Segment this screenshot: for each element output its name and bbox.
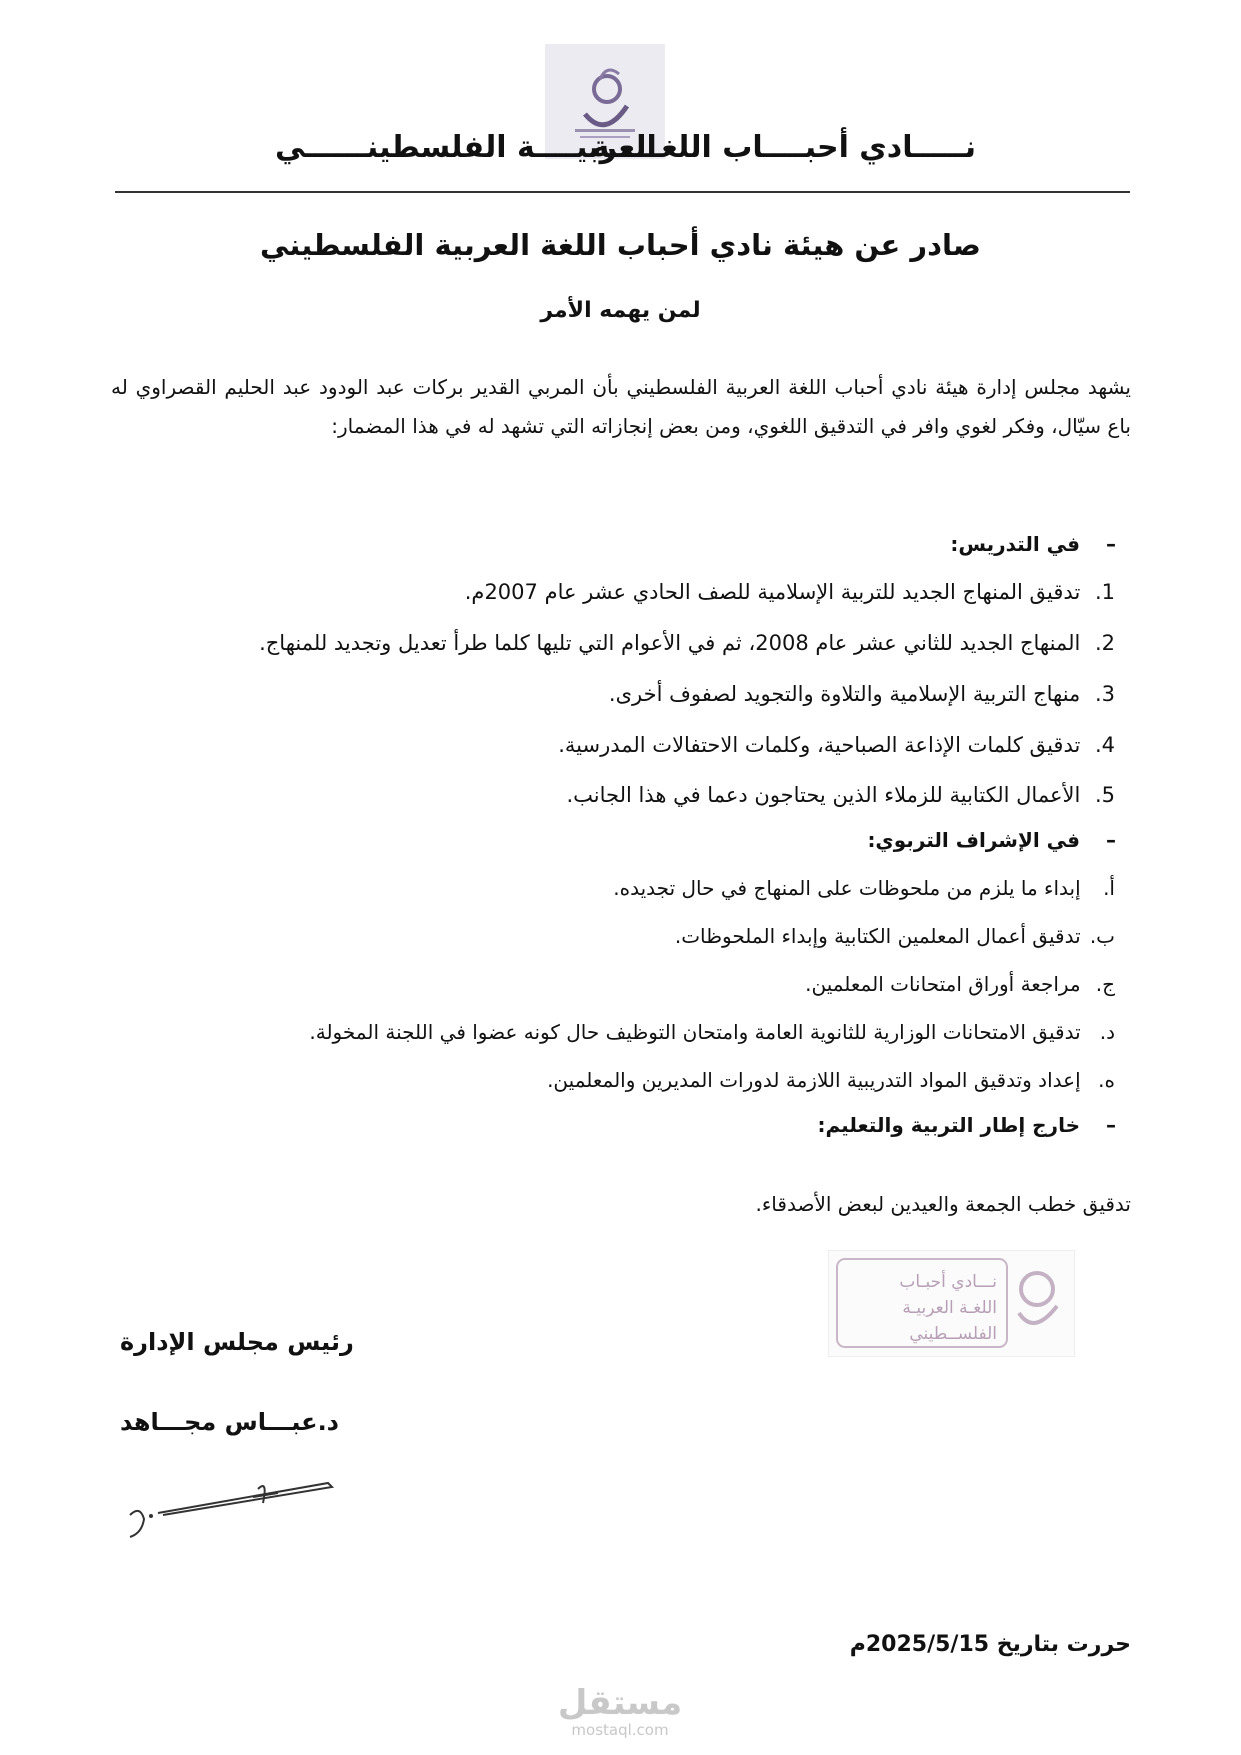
item-text: تدقيق الامتحانات الوزارية للثانوية العامة وامتحان التوظيف حال كونه عضوا في اللجنة المخولة. [309,1020,1081,1044]
section-teaching-heading [950,532,1116,556]
club-stamp [828,1250,1075,1357]
signature-name: د.عبـــاس مجـــاهد [120,1408,339,1436]
closing-text: تدقيق خطب الجمعة والعيدين لبعض الأصدقاء. [755,1192,1131,1216]
list-item [547,1068,1115,1092]
watermark-arabic: مستقل [557,1683,683,1723]
handwritten-signature [118,1475,348,1545]
item-text: منهاج التربية الإسلامية والتلاوة والتجويد لصفوف أخرى. [608,682,1081,706]
document-subtitle: لمن يهمه الأمر [540,298,701,323]
stamp-line1: نـــادي أحبـاب [899,1272,997,1292]
item-text: المنهاج الجديد للثاني عشر عام 2008، ثم في الأعوام التي تليها كلما طرأ تعديل وتجديد للمنهاج. [259,631,1081,655]
stamp-line3: الفلســطيني [909,1324,997,1344]
stamp-line2: اللغـة العربيـة [902,1298,997,1318]
issue-date: حررت بتاريخ 2025/5/15م [849,1632,1131,1657]
list-item [465,580,1115,604]
signature-title: رئيس مجلس الإدارة [120,1328,354,1356]
stamp-icon [829,1251,1074,1356]
item-marker: أ. [1103,876,1115,900]
item-marker: 3. [1094,682,1115,706]
section-supervision-heading [867,828,1116,852]
bullet-dash: – [1106,828,1116,852]
item-text: تدقيق كلمات الإذاعة الصباحية، وكلمات الاحتفالات المدرسية. [558,733,1081,757]
item-marker: ج. [1095,972,1115,996]
bullet-dash: – [1106,1113,1116,1137]
item-marker: 4. [1094,733,1115,757]
item-marker: ه. [1098,1068,1115,1092]
list-item [609,682,1115,706]
list-item [566,783,1115,807]
list-item [613,876,1115,900]
list-item [805,972,1115,996]
intro-paragraph: يشهد مجلس إدارة هيئة نادي أحباب اللغة العربية الفلسطيني بأن المربي القدير بركات عبد الودود عبد الحليم القصراوي له باع سيّال، وفكر لغوي وافر في التدقيق اللغوي، ومن بعض إنجازاته التي تشهد له في هذا المضمار: [111,375,1131,438]
club-name-left: العربيــــة الفلسطينــــــي [275,130,657,165]
list-item [309,1020,1115,1044]
item-text: إعداد وتدقيق المواد التدريبية اللازمة لدورات المديرين والمعلمين. [547,1068,1081,1092]
bullet-dash: – [1106,532,1116,556]
list-item [558,733,1115,757]
item-text: مراجعة أوراق امتحانات المعلمين. [805,972,1081,996]
item-text: الأعمال الكتابية للزملاء الذين يحتاجون دعما في هذا الجانب. [566,783,1081,807]
heading-text: في التدريس: [950,532,1080,556]
heading-text: خارج إطار التربية والتعليم: [817,1113,1080,1137]
header-divider [115,191,1130,193]
item-marker: د. [1099,1020,1115,1044]
item-marker: ب. [1089,924,1115,948]
item-text: تدقيق أعمال المعلمين الكتابية وإبداء الملحوظات. [674,924,1081,948]
document-title: صادر عن هيئة نادي أحباب اللغة العربية الفلسطيني [260,228,981,262]
section-outside-heading [818,1113,1117,1137]
watermark [530,1685,710,1739]
item-text: تدقيق المنهاج الجديد للتربية الإسلامية للصف الحادي عشر عام 2007م. [464,580,1081,604]
watermark-latin: mostaql.com [571,1721,669,1739]
signature-icon [118,1475,348,1545]
item-marker: 5. [1094,783,1115,807]
list-item [675,924,1115,948]
list-item [259,631,1115,655]
item-marker: 1. [1094,580,1115,604]
item-text: إبداء ما يلزم من ملحوظات على المنهاج في حال تجديده. [613,876,1081,900]
club-name-right: نـــــادي أحبــــاب اللغـــــة [591,130,976,165]
heading-text: في الإشراف التربوي: [867,828,1080,852]
item-marker: 2. [1094,631,1115,655]
